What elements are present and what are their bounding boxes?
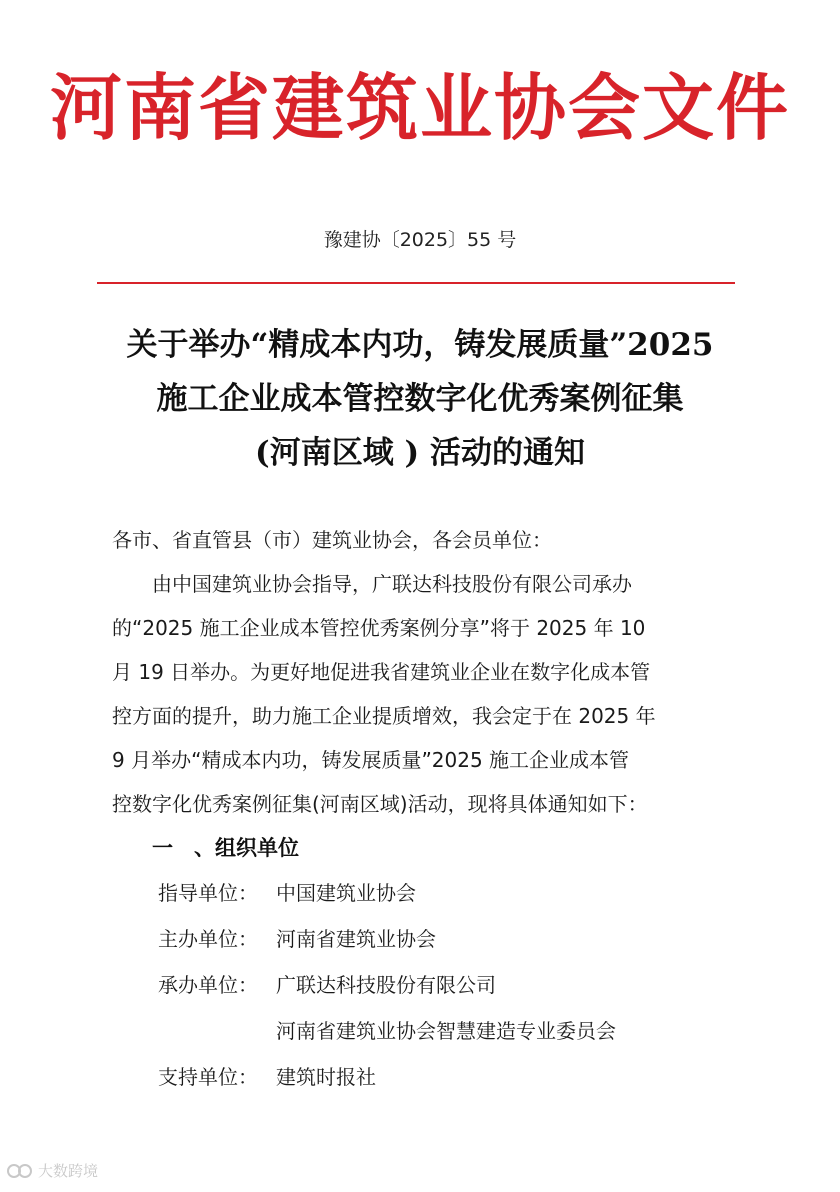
intro-paragraph <box>112 562 732 826</box>
paragraph-line: 控方面的提升，助力施工企业提质增效，我会定于在 2025 年 <box>112 704 656 728</box>
brand-logo-icon <box>6 1161 34 1181</box>
watermark <box>6 1160 98 1181</box>
organizer-value: 河南省建筑业协会智慧建造专业委员会 <box>276 1019 616 1043</box>
organizer-value: 建筑时报社 <box>276 1065 376 1089</box>
organizer-label: 承办单位： <box>158 973 258 997</box>
organizer-value: 中国建筑业协会 <box>276 881 416 905</box>
notice-title <box>0 318 840 480</box>
organizer-value: 河南省建筑业协会 <box>276 927 436 951</box>
paragraph-line: 的“2025 施工企业成本管控优秀案例分享”将于 2025 年 10 <box>112 616 646 640</box>
salutation <box>112 518 732 562</box>
document-number: 豫建协〔2025〕55 号 <box>323 229 517 251</box>
section-heading-organizers: 一 、组织单位 <box>152 836 299 860</box>
organizer-label: 指导单位： <box>158 881 258 905</box>
notice-title-line: 关于举办“精成本内功，铸发展质量”2025 <box>126 327 714 363</box>
organizer-value: 广联达科技股份有限公司 <box>276 973 496 997</box>
organizer-row <box>158 962 616 1008</box>
paragraph-line: 月 19 日举办。为更好地促进我省建筑业企业在数字化成本管 <box>112 660 651 684</box>
document-header-title: 河南省建筑业协会文件 <box>49 65 790 150</box>
paragraph-line: 控数字化优秀案例征集(河南区域)活动，现将具体通知如下： <box>112 792 648 816</box>
organizer-row <box>158 870 616 916</box>
organizer-label: 支持单位： <box>158 1065 258 1089</box>
paragraph-line: 由中国建筑业协会指导，广联达科技股份有限公司承办 <box>112 572 632 596</box>
organizer-label: 主办单位： <box>158 927 258 951</box>
watermark-text: 大数跨境 <box>38 1162 99 1180</box>
red-divider-line <box>97 282 735 284</box>
notice-title-line: (河南区域 ) 活动的通知 <box>255 435 585 471</box>
organizer-row <box>158 916 616 962</box>
salutation-text: 各市、省直管县（市）建筑业协会，各会员单位： <box>112 528 552 552</box>
organizer-label <box>158 1008 276 1054</box>
paragraph-line: 9 月举办“精成本内功，铸发展质量”2025 施工企业成本管 <box>112 748 630 772</box>
notice-title-line: 施工企业成本管控数字化优秀案例征集 <box>156 381 684 417</box>
organizer-list <box>158 870 616 1100</box>
organizer-row <box>158 1008 616 1054</box>
organizer-row <box>158 1054 616 1100</box>
